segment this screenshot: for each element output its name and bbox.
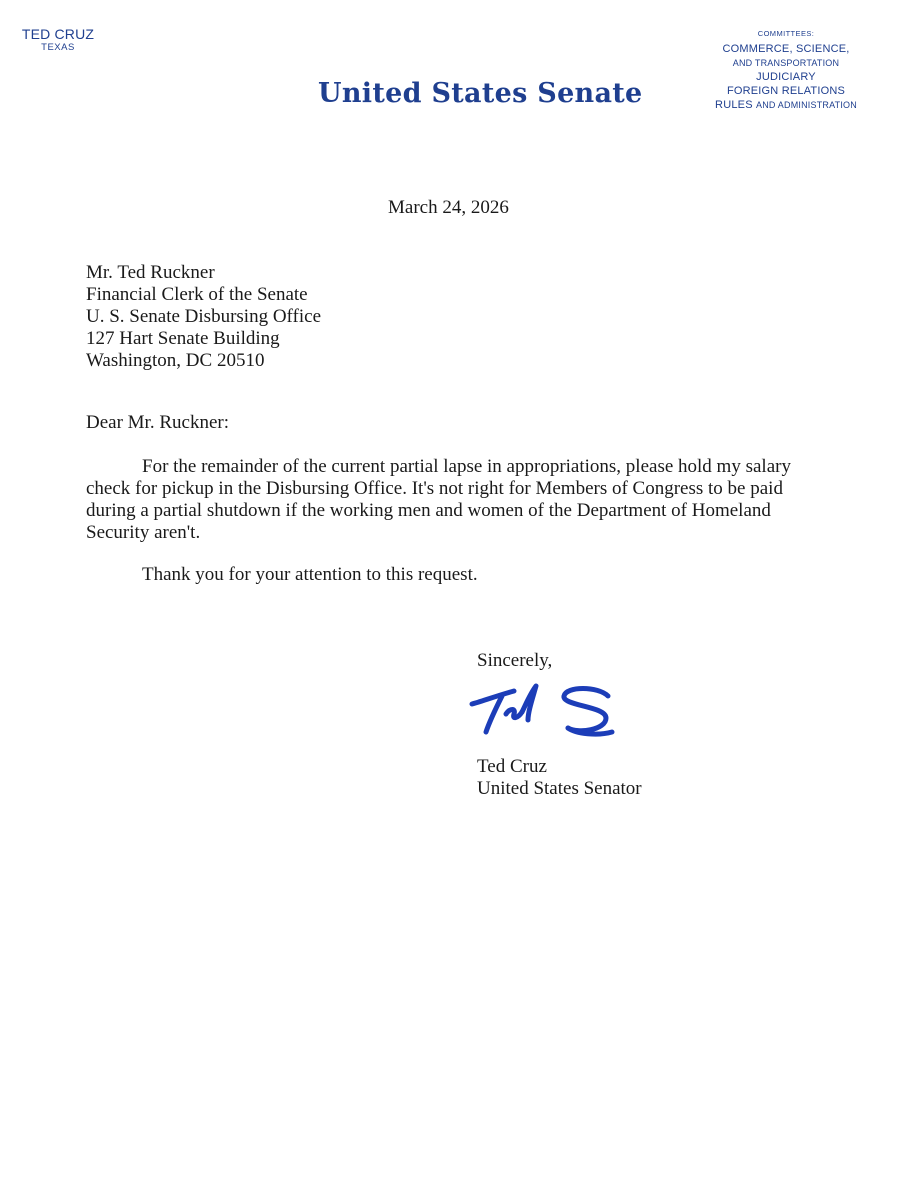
address-line: Financial Clerk of the Senate [86, 284, 308, 305]
signer-block [477, 756, 642, 800]
body-paragraph: For the remainder of the current partial lapse in appropriations, please hold my salary check for pickup in the Disbursing Office. It's not right for Members of Congress to be paid during a partial shutdown if the working men and women of the Department of Homeland Security aren't. [86, 456, 791, 543]
committee-item: AND TRANSPORTATION [732, 58, 840, 68]
thanks-line: Thank you for your attention to this request. [142, 564, 478, 585]
committee-item: COMMERCE, SCIENCE, [722, 43, 850, 55]
address-line: 127 Hart Senate Building [86, 328, 280, 349]
committees-block [696, 28, 876, 112]
sender-block [18, 26, 98, 54]
recipient-address [86, 262, 321, 372]
sender-name: TED CRUZ [21, 26, 95, 42]
closing: Sincerely, [477, 650, 553, 671]
committee-item: RULES AND ADMINISTRATION [715, 99, 857, 111]
signer-name: Ted Cruz [477, 756, 547, 777]
committees-heading: COMMITTEES: [757, 29, 815, 38]
address-line: Washington, DC 20510 [86, 350, 265, 371]
letterhead-title: United States Senate [318, 78, 643, 109]
salutation: Dear Mr. Ruckner: [86, 412, 229, 433]
committee-item: JUDICIARY [756, 71, 816, 83]
address-line: Mr. Ted Ruckner [86, 262, 215, 283]
letter-date: March 24, 2026 [388, 197, 509, 218]
address-line: U. S. Senate Disbursing Office [86, 306, 322, 327]
signer-title: United States Senator [477, 778, 642, 799]
committee-item: FOREIGN RELATIONS [726, 85, 846, 97]
signature-icon [466, 678, 622, 740]
sender-state: TEXAS [41, 42, 75, 53]
